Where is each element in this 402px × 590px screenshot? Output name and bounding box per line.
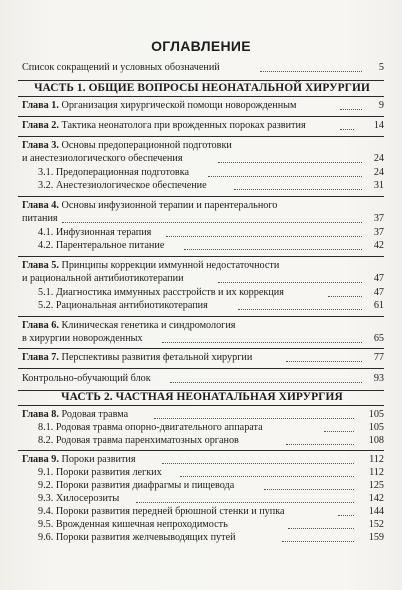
dot-leader	[218, 282, 362, 283]
dot-leader	[264, 489, 354, 490]
toc-entry-9-2	[38, 479, 354, 493]
divider	[18, 196, 384, 197]
toc-entry-page: 37	[373, 213, 384, 224]
toc-entry-chapter-6-cont	[22, 332, 362, 346]
toc-entry-page: 142	[368, 493, 384, 504]
toc-entry-text: 9.3. Хилосерозиты	[38, 493, 120, 504]
toc-entry-page: 14	[373, 120, 384, 131]
toc-entry-4-1	[38, 226, 362, 240]
chapter-label: Глава 3.	[22, 140, 59, 151]
chapter-label: Глава 5.	[22, 260, 59, 271]
toc-entry-page: 105	[368, 409, 384, 420]
toc-entry-chapter-2	[22, 119, 354, 133]
toc-entry-text: Тактика неонатолога при врожденных пороках развития	[61, 120, 306, 131]
toc-entry-page: 125	[368, 480, 384, 491]
toc-entry-text: Пороки развития	[61, 454, 136, 465]
dot-leader	[208, 176, 362, 177]
toc-entry-text: 5.2. Рациональная антибиотикотерапия	[38, 300, 208, 311]
toc-entry-page: 105	[368, 422, 384, 433]
toc-entry-text: Основы инфузионной терапии и парентерального	[61, 200, 278, 211]
toc-entry-9-1	[38, 466, 354, 480]
dot-leader	[184, 249, 362, 250]
toc-entry-page: 47	[373, 273, 384, 284]
toc-entry-text: Клиническая генетика и синдромология	[61, 320, 236, 331]
dot-leader	[218, 162, 362, 163]
chapter-label: Глава 1.	[22, 100, 59, 111]
toc-entry-chapter-8	[22, 408, 354, 422]
toc-entry-chapter-5-cont	[22, 272, 362, 286]
dot-leader	[166, 236, 362, 237]
toc-entry-text: Контрольно-обучающий блок	[22, 373, 151, 384]
toc-entry-9-4	[38, 505, 354, 519]
dot-leader	[162, 463, 354, 464]
chapter-label: Глава 8.	[22, 409, 59, 420]
toc-entry-text: 8.1. Родовая травма опорно-двигательного аппарата	[38, 422, 263, 433]
toc-entry-page: 37	[373, 227, 384, 238]
toc-entry-page: 61	[373, 300, 384, 311]
chapter-label: Глава 9.	[22, 454, 59, 465]
dot-leader	[62, 222, 362, 223]
toc-entry-chapter-3-cont	[22, 152, 362, 166]
toc-entry-text: и анестезиологического обеспечения	[22, 153, 183, 164]
toc-entry-page: 144	[368, 506, 384, 517]
toc-entry-abbrev	[22, 61, 362, 75]
divider	[18, 80, 384, 81]
toc-entry-text: питания	[22, 213, 58, 224]
toc-entry-page: 77	[373, 352, 384, 363]
dot-leader	[180, 476, 354, 477]
divider	[18, 96, 384, 97]
dot-leader	[288, 528, 354, 529]
chapter-label: Глава 2.	[22, 120, 59, 131]
divider	[18, 348, 384, 349]
chapter-label: Глава 4.	[22, 200, 59, 211]
toc-entry-page: 5	[378, 62, 384, 73]
toc-entry-chapter-9	[22, 453, 354, 467]
toc-entry-9-5	[38, 518, 354, 532]
toc-entry-text: 8.2. Родовая травма паренхиматозных органов	[38, 435, 239, 446]
toc-entry-page: 31	[373, 180, 384, 191]
divider	[18, 368, 384, 369]
dot-leader	[234, 189, 362, 190]
toc-entry-8-2	[38, 434, 354, 448]
dot-leader	[170, 382, 362, 383]
toc-entry-chapter-1	[22, 99, 362, 113]
toc-entry-text: 5.1. Диагностика иммунных расстройств и их коррекция	[38, 287, 284, 298]
toc-entry-chapter-6	[22, 319, 342, 333]
toc-entry-page: 65	[373, 333, 384, 344]
toc-entry-text: в хирургии новорожденных	[22, 333, 143, 344]
toc-entry-5-2	[38, 299, 362, 313]
part-heading-1: ЧАСТЬ 1. ОБЩИЕ ВОПРОСЫ НЕОНАТАЛЬНОЙ ХИРУРГИИ	[34, 82, 370, 94]
chapter-label: Глава 6.	[22, 320, 59, 331]
dot-leader	[324, 431, 354, 432]
toc-entry-page: 9	[378, 100, 384, 111]
toc-entry-text: Принципы коррекции иммунной недостаточности	[61, 260, 280, 271]
dot-leader	[136, 502, 354, 503]
toc-entry-text: Организация хирургической помощи новорожденным	[61, 100, 297, 111]
toc-entry-text: 4.2. Парентеральное питание	[38, 240, 165, 251]
toc-entry-text: Список сокращений и условных обозначений	[22, 62, 220, 73]
divider	[18, 316, 384, 317]
toc-entry-page: 112	[369, 467, 384, 478]
toc-entry-page: 112	[369, 454, 384, 465]
toc-entry-text: 4.1. Инфузионная терапия	[38, 227, 152, 238]
divider	[18, 116, 384, 117]
toc-entry-page: 159	[368, 532, 384, 543]
dot-leader	[260, 71, 362, 72]
toc-entry-9-3	[38, 492, 354, 506]
dot-leader	[154, 418, 354, 419]
toc-entry-chapter-3	[22, 139, 342, 153]
dot-leader	[238, 309, 362, 310]
toc-entry-page: 42	[373, 240, 384, 251]
toc-entry-9-6	[38, 531, 354, 545]
toc-entry-8-1	[38, 421, 354, 435]
toc-entry-3-2	[38, 179, 362, 193]
toc-entry-4-2	[38, 239, 362, 253]
toc-entry-page: 24	[373, 153, 384, 164]
toc-entry-text: 9.2. Пороки развития диафрагмы и пищевода	[38, 480, 235, 491]
divider	[18, 256, 384, 257]
toc-entry-page: 108	[368, 435, 384, 446]
part-heading-2: ЧАСТЬ 2. ЧАСТНАЯ НЕОНАТАЛЬНАЯ ХИРУРГИЯ	[61, 391, 343, 403]
dot-leader	[282, 541, 354, 542]
toc-entry-page: 24	[373, 167, 384, 178]
toc-entry-review	[22, 372, 362, 386]
toc-entry-text: 3.2. Анестезиологическое обеспечение	[38, 180, 207, 191]
toc-entry-text: 9.5. Врожденная кишечная непроходимость	[38, 519, 228, 530]
toc-entry-chapter-4	[22, 199, 342, 213]
chapter-label: Глава 7.	[22, 352, 59, 363]
toc-entry-text: Родовая травма	[61, 409, 129, 420]
dot-leader	[340, 129, 354, 130]
toc-entry-text: и рациональной антибиотикотерапии	[22, 273, 184, 284]
toc-entry-page: 93	[373, 373, 384, 384]
toc-entry-3-1	[38, 166, 362, 180]
toc-entry-text: 9.6. Пороки развития желчевыводящих путей	[38, 532, 236, 543]
toc-entry-page: 152	[368, 519, 384, 530]
toc-entry-text: 9.4. Пороки развития передней брюшной стенки и пупка	[38, 506, 285, 517]
toc-entry-text: Перспективы развития фетальной хирургии	[61, 352, 253, 363]
toc-entry-page: 47	[373, 287, 384, 298]
dot-leader	[162, 342, 362, 343]
toc-entry-text: 3.1. Предоперационная подготовка	[38, 167, 190, 178]
dot-leader	[328, 296, 362, 297]
divider	[18, 405, 384, 406]
page-title: ОГЛАВЛЕНИЕ	[151, 38, 251, 54]
dot-leader	[338, 515, 354, 516]
toc-entry-text: 9.1. Пороки развития легких	[38, 467, 162, 478]
toc-entry-text: Основы предоперационной подготовки	[61, 140, 232, 151]
toc-entry-chapter-7	[22, 351, 362, 365]
dot-leader	[286, 444, 354, 445]
toc-entry-chapter-4-cont	[22, 212, 362, 226]
toc-entry-chapter-5	[22, 259, 354, 273]
divider	[18, 136, 384, 137]
toc-entry-5-1	[38, 286, 362, 300]
divider	[18, 450, 384, 451]
dot-leader	[286, 361, 362, 362]
